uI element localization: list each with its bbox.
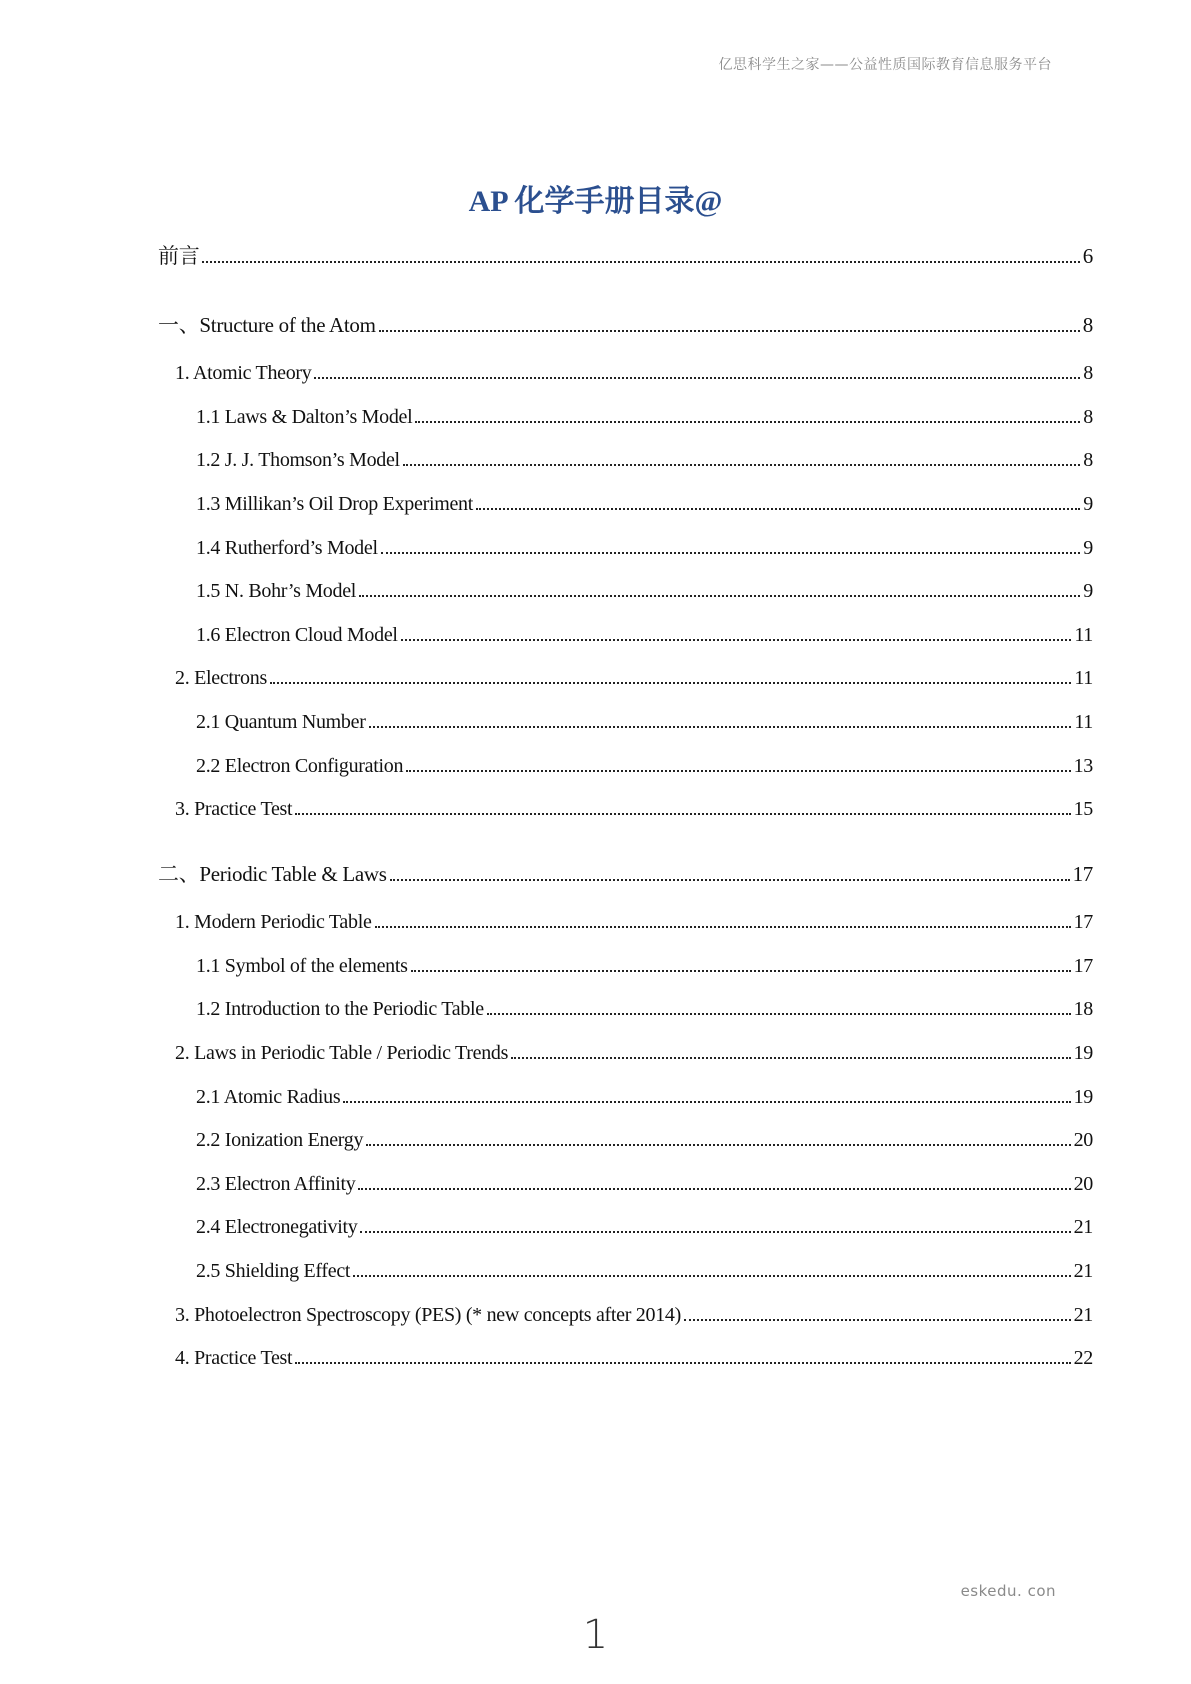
toc-entry[interactable]	[196, 955, 1093, 978]
toc-dot-leader	[415, 421, 1080, 423]
toc-entry-label: 2.2 Ionization Energy	[196, 1129, 364, 1151]
toc-entry[interactable]	[175, 798, 1093, 821]
toc-entry-page: 8	[1083, 362, 1093, 384]
toc-entry-label: 1.2 J. J. Thomson’s Model	[196, 449, 400, 471]
toc-dot-leader	[358, 1188, 1070, 1190]
toc-entry-page: 15	[1073, 798, 1093, 820]
toc-entry-page: 22	[1073, 1347, 1093, 1369]
toc-dot-leader	[406, 770, 1070, 772]
toc-dot-leader	[270, 682, 1071, 684]
toc-entry-label: 1. Modern Periodic Table	[175, 911, 372, 933]
toc-entry[interactable]	[196, 580, 1093, 603]
toc-dot-leader	[343, 1101, 1070, 1103]
toc-entry-label: 4. Practice Test	[175, 1347, 293, 1369]
toc-entry-label: 1.2 Introduction to the Periodic Table	[196, 998, 484, 1020]
header-site-line: 亿思科学生之家——公益性质国际教育信息服务平台	[718, 57, 1052, 73]
toc-dot-leader	[360, 1231, 1070, 1233]
toc-dot-leader	[403, 464, 1080, 466]
toc-entry-label: 2.1 Atomic Radius	[196, 1086, 341, 1108]
toc-entry[interactable]	[175, 362, 1093, 385]
toc-entry[interactable]	[196, 406, 1093, 429]
toc-entry-page: 17	[1072, 862, 1093, 886]
toc-entry-page: 9	[1083, 580, 1093, 602]
toc-entry-label: 3. Practice Test	[175, 798, 293, 820]
toc-dot-leader	[401, 639, 1072, 641]
toc-entry-label: 1.1 Symbol of the elements	[196, 955, 408, 977]
toc-entry[interactable]	[196, 755, 1093, 778]
toc-entry[interactable]	[196, 537, 1093, 560]
toc-entry-page: 21	[1073, 1260, 1093, 1282]
toc-dot-leader	[379, 330, 1080, 332]
toc-dot-leader	[369, 726, 1072, 728]
toc-dot-leader	[684, 1319, 1071, 1321]
toc-dot-leader	[295, 1362, 1070, 1364]
toc-entry[interactable]	[196, 493, 1093, 516]
toc-entry-label: 1.4 Rutherford’s Model	[196, 537, 378, 559]
document-title: AP 化学手册目录@	[468, 185, 723, 218]
toc-entry-label: 1.6 Electron Cloud Model	[196, 624, 398, 646]
toc-entry-page: 9	[1083, 537, 1093, 559]
toc-entry[interactable]	[196, 1129, 1093, 1152]
toc-entry[interactable]	[196, 998, 1093, 1021]
toc-dot-leader	[476, 508, 1080, 510]
toc-dot-leader	[359, 595, 1080, 597]
toc-dot-leader	[366, 1144, 1070, 1146]
toc-dot-leader	[295, 813, 1070, 815]
toc-entry-page: 6	[1082, 244, 1093, 268]
toc-dot-leader	[375, 926, 1071, 928]
toc-entry[interactable]	[158, 240, 1093, 270]
toc-dot-leader	[353, 1275, 1070, 1277]
toc-entry-page: 9	[1083, 493, 1093, 515]
toc-entry-page: 8	[1083, 406, 1093, 428]
toc-entry-page: 8	[1083, 449, 1093, 471]
page-number: 1	[582, 1612, 609, 1658]
toc-entry-page: 18	[1073, 998, 1093, 1020]
footer-site: eskedu. con	[960, 1582, 1056, 1600]
toc-entry-page: 11	[1074, 667, 1093, 689]
toc-entry-page: 17	[1073, 955, 1093, 977]
toc-entry-page: 17	[1073, 911, 1093, 933]
toc-entry-page: 21	[1073, 1216, 1093, 1238]
toc-entry-label: 2.2 Electron Configuration	[196, 755, 404, 777]
toc-entry-label: 3. Photoelectron Spectroscopy (PES) (* new concepts after 2014)	[175, 1304, 681, 1326]
toc-entry-page: 20	[1073, 1173, 1093, 1195]
toc-entry[interactable]	[158, 309, 1093, 339]
toc-entry[interactable]	[196, 1216, 1093, 1239]
toc-entry-page: 19	[1073, 1086, 1093, 1108]
toc-entry-label: 2.1 Quantum Number	[196, 711, 366, 733]
toc-entry[interactable]	[196, 1173, 1093, 1196]
toc-entry-label: 1.1 Laws & Dalton’s Model	[196, 406, 413, 428]
toc-entry[interactable]	[175, 911, 1093, 934]
toc-entry-label: 前言	[158, 244, 200, 268]
toc-entry-label: 二、Periodic Table & Laws	[158, 862, 387, 886]
toc-entry-label: 2. Laws in Periodic Table / Periodic Trends	[175, 1042, 509, 1064]
toc-dot-leader	[487, 1013, 1071, 1015]
toc-entry[interactable]	[175, 667, 1093, 690]
toc-dot-leader	[314, 377, 1080, 379]
toc-entry-label: 1.5 N. Bohr’s Model	[196, 580, 357, 602]
toc-dot-leader	[202, 261, 1079, 263]
toc-entry[interactable]	[158, 858, 1093, 888]
toc-entry[interactable]	[196, 449, 1093, 472]
toc-entry-label: 2.5 Shielding Effect	[196, 1260, 351, 1282]
toc-entry-label: 一、Structure of the Atom	[158, 313, 376, 337]
toc-entry-label: 2.4 Electronegativity	[196, 1216, 358, 1238]
toc-entry-page: 11	[1074, 711, 1093, 733]
toc-entry-page: 20	[1073, 1129, 1093, 1151]
toc-dot-leader	[511, 1057, 1071, 1059]
toc-entry[interactable]	[175, 1347, 1093, 1370]
toc-dot-leader	[390, 879, 1070, 881]
toc-entry-label: 1.3 Millikan’s Oil Drop Experiment	[196, 493, 473, 515]
toc-entry-page: 19	[1073, 1042, 1093, 1064]
toc-entry-label: 1. Atomic Theory	[175, 362, 312, 384]
toc-entry-page: 21	[1073, 1304, 1093, 1326]
toc-entry-page: 13	[1073, 755, 1093, 777]
toc-entry-label: 2. Electrons	[175, 667, 267, 689]
toc-entry-page: 8	[1082, 313, 1093, 337]
toc-dot-leader	[411, 970, 1071, 972]
toc-entry[interactable]	[196, 711, 1093, 734]
toc-entry-page: 11	[1074, 624, 1093, 646]
toc-entry[interactable]	[175, 1042, 1093, 1065]
toc-dot-leader	[381, 552, 1081, 554]
toc-entry[interactable]	[196, 1086, 1093, 1109]
toc-entry-label: 2.3 Electron Affinity	[196, 1173, 356, 1195]
toc-entry[interactable]	[196, 624, 1093, 647]
toc-entry[interactable]	[196, 1260, 1093, 1283]
toc-entry[interactable]	[175, 1304, 1093, 1327]
